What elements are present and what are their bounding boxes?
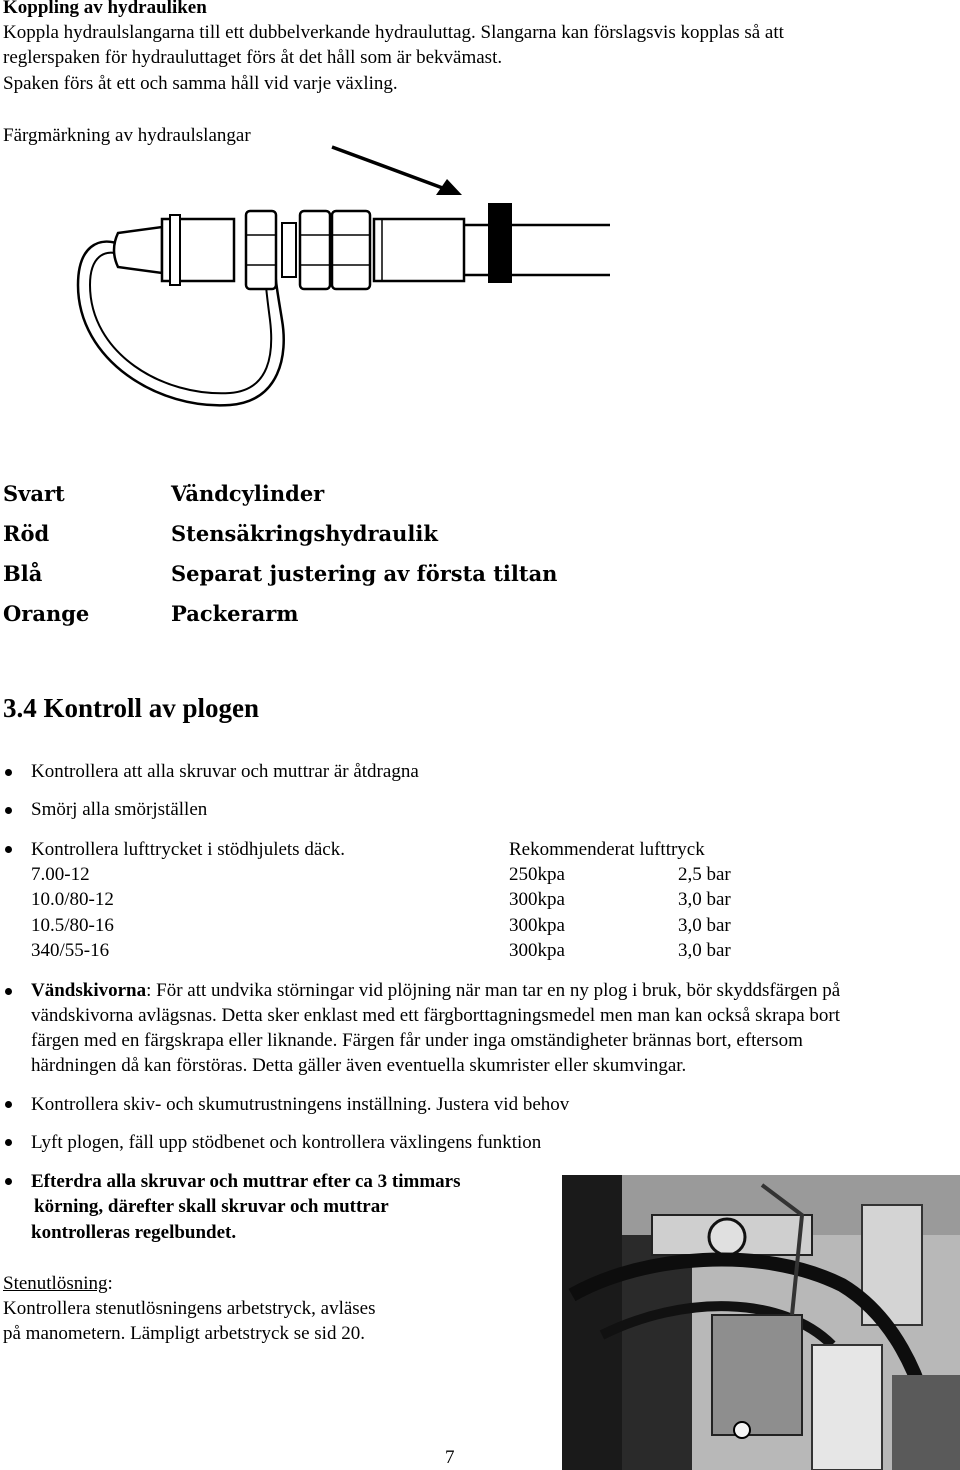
bullet-dot (5, 1178, 12, 1185)
hydraulic-hose-diagram (70, 135, 630, 425)
color-function: Packerarm (171, 601, 299, 626)
tire-bar: 2,5 bar (678, 864, 731, 885)
bullet-text-lubricate: Smörj alla smörjställen (31, 799, 208, 820)
color-function: Vändcylinder (171, 481, 325, 506)
recommended-pressure-header: Rekommenderat lufttryck (509, 839, 705, 860)
dust-cap (114, 227, 162, 273)
tire-kpa: 300kpa (509, 915, 565, 936)
section-heading-control: 3.4 Kontroll av plogen (3, 693, 260, 723)
coupling-paragraph-line-2: reglerspaken för hydrauluttaget förs åt det håll som är bekvämast. (3, 47, 503, 68)
bold-note-line-2: körning, därefter skall skruvar och muttrar (34, 1196, 389, 1217)
mouldboard-term: Vändskivorna (31, 980, 147, 1001)
stone-release-line-1: Kontrollera stenutlösningens arbetstryck, avläses (3, 1298, 376, 1319)
bullet-dot (5, 988, 12, 995)
bullet-dot (5, 846, 12, 853)
hose-ferrule (374, 219, 464, 281)
bold-note-line-1: Efterdra alla skruvar och muttrar efter ca 3 timmars (31, 1171, 461, 1192)
bullet-text-lift-plough: Lyft plogen, fäll upp stödbenet och kontrollera växlingens funktion (31, 1132, 542, 1153)
color-name: Orange (3, 601, 90, 626)
bullet-text-tire-pressure: Kontrollera lufttrycket i stödhjulets däck. (31, 839, 345, 860)
color-marking-band (488, 203, 512, 283)
color-name: Röd (3, 521, 50, 546)
bullet-dot (5, 769, 12, 776)
hex-nut-3 (332, 211, 370, 289)
mouldboard-paragraph-line-2: vändskivorna avlägsnas. Detta sker enklast med ett färgborttagningsmedel men man kan också skrapa bort (31, 1005, 841, 1026)
color-function: Stensäkringshydraulik (171, 521, 438, 546)
hex-nut-2 (300, 211, 330, 289)
stone-release-heading-line (3, 1272, 113, 1296)
color-name: Blå (3, 561, 43, 586)
stone-release-colon: : (107, 1273, 113, 1294)
coupling-neck (282, 223, 296, 277)
stone-release-heading: Stenutlösning (3, 1273, 108, 1294)
tire-kpa: 250kpa (509, 864, 565, 885)
bold-note-line-3: kontrolleras regelbundet. (31, 1222, 237, 1243)
mouldboard-paragraph-line-3: färgen med en färgskrapa eller liknande. Färgen får under inga omständigheter brännas bort, eftersom (31, 1030, 803, 1051)
tire-size: 7.00-12 (31, 864, 90, 885)
tire-size: 10.5/80-16 (31, 915, 114, 936)
tire-size: 340/55-16 (31, 940, 110, 961)
bullet-text-disc-settings: Kontrollera skiv- och skumutrustningens inställning. Justera vid behov (31, 1094, 570, 1115)
coupling-paragraph-line-1: Koppla hydraulslangarna till ett dubbelverkande hydrauluttag. Slangarna kan förslagsvis kopplas så att (3, 22, 784, 43)
color-marking-title: Färgmärkning av hydraulslangar (3, 125, 251, 146)
tire-kpa: 300kpa (509, 940, 565, 961)
color-name: Svart (3, 481, 65, 506)
hex-nut-1 (246, 211, 276, 289)
page-number: 7 (445, 1447, 455, 1468)
tire-kpa: 300kpa (509, 889, 565, 910)
mouldboard-paragraph-line-4: härdningen då kan förstöras. Detta gäller även eventuella skumrister eller skumvingar. (31, 1055, 687, 1076)
stone-release-line-2: på manometern. Lämpligt arbetstryck se sid 20. (3, 1323, 365, 1344)
plough-mechanism-photo (562, 1175, 960, 1470)
bullet-dot (5, 1101, 12, 1108)
tire-bar: 3,0 bar (678, 915, 731, 936)
hydraulic-hose (464, 225, 610, 275)
color-function: Separat justering av första tiltan (171, 561, 558, 586)
coupling-ring (170, 215, 180, 285)
bullet-dot (5, 807, 12, 814)
coupling-paragraph-line-3: Spaken förs åt ett och samma håll vid varje växling. (3, 73, 398, 94)
pointer-arrow-line (332, 147, 448, 190)
section-heading-coupling: Koppling av hydrauliken (3, 0, 207, 18)
tire-bar: 3,0 bar (678, 940, 731, 961)
bullet-dot (5, 1139, 12, 1146)
mouldboard-paragraph-line-1: Vändskivorna: För att undvika störningar vid plöjning när man tar en ny plog i bruk, bör skyddsfärgen på (31, 980, 841, 1001)
tire-size: 10.0/80-12 (31, 889, 114, 910)
tire-bar: 3,0 bar (678, 889, 731, 910)
bullet-text-tighten: Kontrollera att alla skruvar och muttrar är åtdragna (31, 761, 419, 782)
